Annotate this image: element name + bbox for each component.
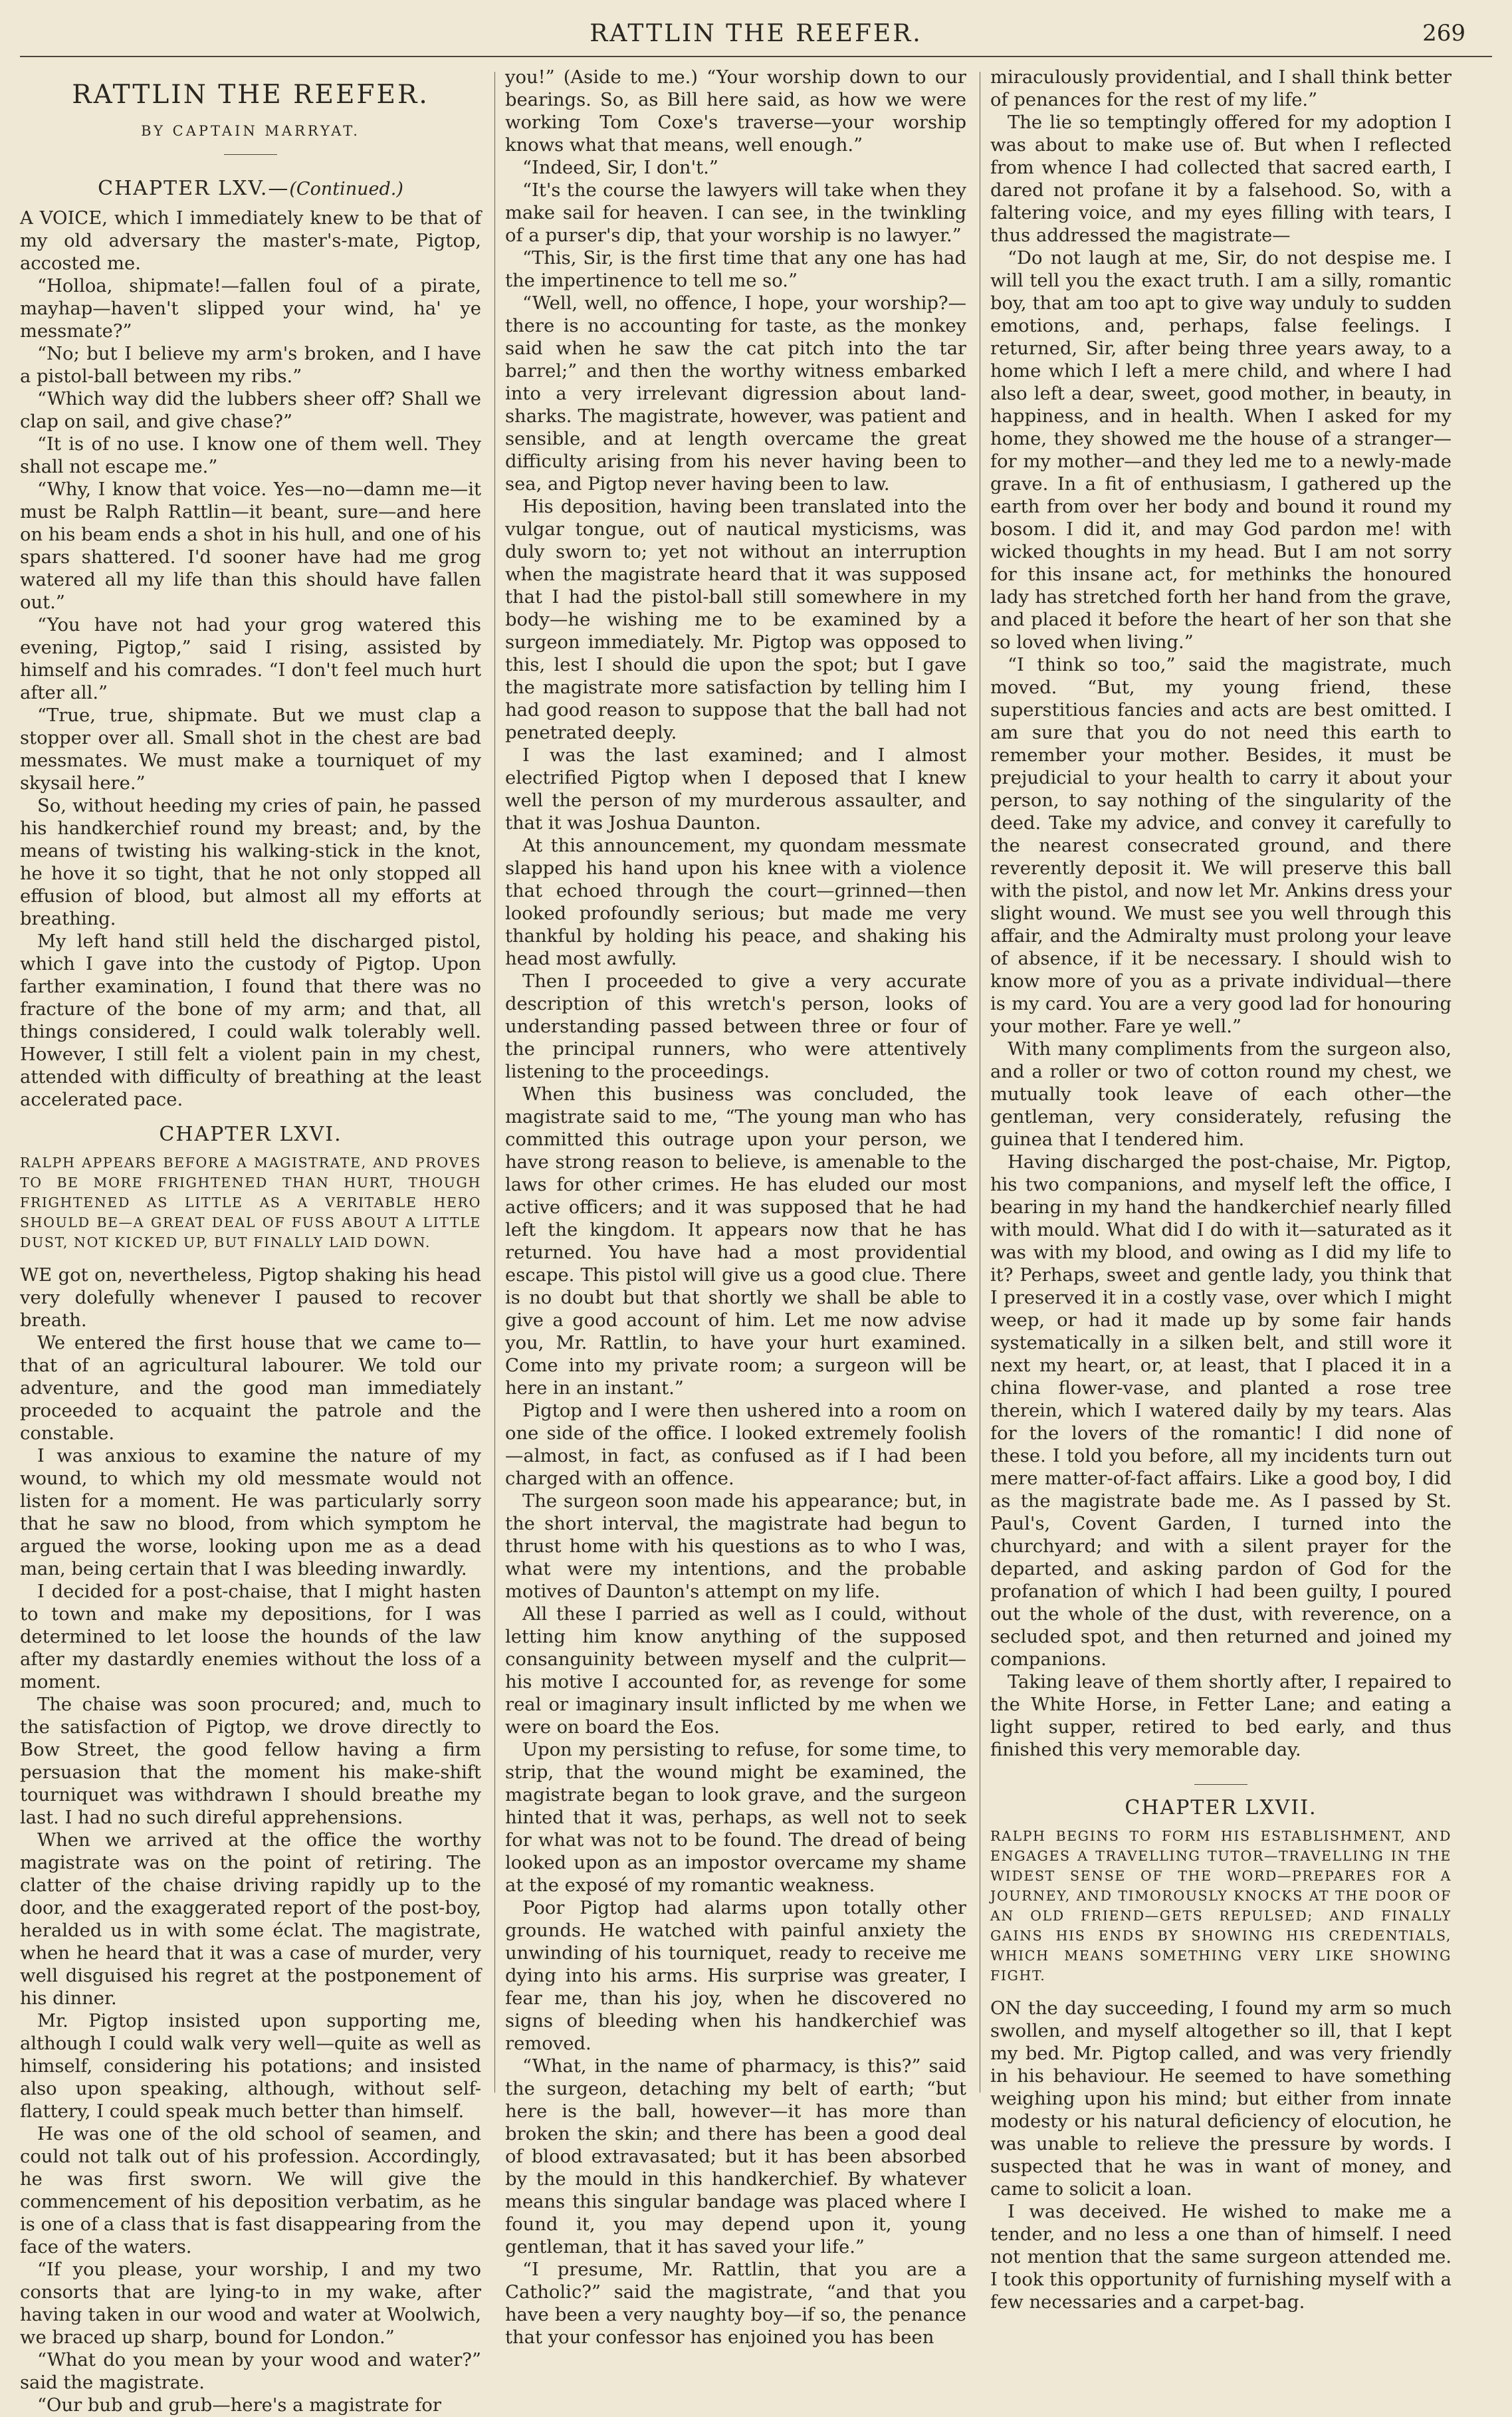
paragraph: At this announcement, my quondam messmate slapped his hand upon his knee with a violence that echoed through the court—grinned—then looked profoundly serious; but made me very thankful by holding his peace, and shaking his head most awfully. [505,836,966,969]
paragraph: My left hand still held the discharged pistol, which I gave into the custody of Pigtop. Upon farther examination, I found that there was no fracture of the bone of my arm; and that, all things considered, I could walk tolerably well. However, I still felt a violent pain in my chest, attended with difficulty of breathing at the least accelerated pace. [20,931,481,1110]
paragraph: I was anxious to examine the nature of my wound, to which my old messmate would not listen for a moment. He was particularly sorry that he saw no blood, from which symptom he argued the worse, looking upon me as a dead man, being certain that I was bleeding inwardly. [20,1446,481,1579]
page-header [20,20,1492,53]
paragraph: “Indeed, Sir, I don't.” [522,158,718,178]
paragraph: I decided for a post-chaise, that I might hasten to town and make my depositions, for I was determined to let loose the hounds of the law after my dastardly enemies without the loss of a moment. [20,1581,481,1692]
chapter-67-heading: CHAPTER LXVII. [1125,1796,1317,1819]
paragraph: Poor Pigtop had alarms upon totally other grounds. He watched with painful anxiety the unwinding of his tourniquet, ready to receive me dying into his arms. His surprise was greater, I fear me, than his joy, when he discovered no signs of bleeding when his handkerchief was removed. [505,1898,966,2054]
paragraph: you!” (Aside to me.) “Your worship down to our bearings. So, as Bill here said, as how we were working Tom Coxe's traverse—your worship knows what that means, well enough.” [505,67,966,156]
paragraph: “Why, I know that voice. Yes—no—damn me—it must be Ralph Rattlin—it beant, sure—and here on his beam ends a shot in his hull, and one of his spars shattered. I'd sooner have had me grog watered all my life than this should have fallen out.” [20,479,481,613]
paragraph: When this business was concluded, the magistrate said to me, “The young man who has committed this outrage upon your person, we have strong reason to believe, is amenable to the laws for other crimes. He has eluded our most active officers; and it was supposed that he had left the kingdom. It appears now that he has returned. You have had a most providential escape. This pistol will give us a good clue. There is no doubt but that shortly we shall be able to give a good account of him. Let me now advise you, Mr. Rattlin, to have your hurt examined. Come into my private room; a surgeon will be here in an instant.” [505,1084,966,1399]
paragraph: “I presume, Mr. Rattlin, that you are a Catholic?” said the magistrate, “and that you have been a very naughty boy—if so, the penance that your confessor has enjoined you has been [505,2259,966,2348]
paragraph: miraculously providential, and I shall think better of penances for the rest of my life.” [990,67,1452,110]
paragraph: “What do you mean by your wood and water?” said the magistrate. [20,2350,481,2393]
title-rule [224,154,277,155]
paragraph: Then I proceeded to give a very accurate description of this wretch's person, looks of understanding passed between three or four of the principal runners, who were attentively listening to the proceedings. [505,971,966,1082]
paragraph: The surgeon soon made his appearance; but, in the short interval, the magistrate had begun to thrust home with his questions as to who I was, what were my intentions, and the probable motives of Daunton's attempt on my life. [505,1491,966,1602]
paragraph: “True, true, shipmate. But we must clap a stopper over all. Small shot in the chest are bad messmates. We must make a tourniquet of my skysail here.” [20,705,481,794]
paragraph: “Holloa, shipmate!—fallen foul of a pirate, mayhap—haven't slipped your wind, ha' ye messmate?” [20,276,481,342]
chapter-65-number: CHAPTER LXV.— [98,177,290,200]
paragraph: “I think so too,” said the magistrate, much moved. “But, my young friend, these superstitious fancies and acts are best omitted. I am sure that you do not need this earth to remember your mother. Besides, it must be prejudicial to your health to carry it about your person, to say nothing of the singularity of the deed. Take my advice, and convey it carefully to the nearest consecrated ground, and there reverently deposit it. We will preserve this ball with the pistol, and now let Mr. Ankins dress your slight wound. We must see you well through this affair, and the Admiralty must prolong your leave of absence, if it be necessary. I should wish to know more of you as a private individual—there is my card. You are a very good lad for honouring your mother. Fare ye well.” [990,655,1452,1037]
column-divider [494,72,495,2093]
section-rule [1194,1784,1247,1785]
paragraph: “Well, well, no offence, I hope, your worship?—there is no accounting for taste, as the monkey said when he saw the cat pitch into the tar barrel;” and then the worthy witness embarked into a very irrelevant digression about land-sharks. The magistrate, however, was patient and sensible, and at length overcame the great difficulty arising from his never having been to sea, and Pigtop never having been to law. [505,293,966,495]
paragraph: The lie so temptingly offered for my adoption I was about to make use of. But when I reflected from whence I had collected that sacred earth, I dared not profane it by a falsehood. So, with a faltering voice, and my eyes filling with tears, I thus addressed the magistrate— [990,112,1452,246]
paragraph: We entered the first house that we came to—that of an agricultural labourer. We told our adventure, and the good man immediately proceeded to acquaint the patrole and the constable. [20,1333,481,1444]
column-2 [505,66,966,2348]
paragraph: “What, in the name of pharmacy, is this?” said the surgeon, detaching my belt of earth; “but here is the ball, however—it has more than broken the skin; and there has been a good deal of blood extravasated; but it has been absorbed by the mould in this handkerchief. By whatever means this singular bandage was placed where I found it, you may depend upon it, young gentleman, that it has saved your life.” [505,2056,966,2257]
paragraph: “Which way did the lubbers sheer off? Shall we clap on sail, and give chase?” [20,389,481,432]
paragraph: Having discharged the post-chaise, Mr. Pigtop, his two companions, and myself left the office, I bearing in my hand the handkerchief nearly filled with mould. What did I do with it—saturated as it was with my blood, and owing as I did my life to it? Perhaps, sweet and gentle lady, you think that I preserved it in a costly vase, over which I might weep, or had it made up by some fair hands systematically in a silken belt, and still wore it next my heart, or, at least, that I placed it in a china flower-vase, and planted a rose tree therein, which I watered daily by my tears. Alas for the lovers of the romantic! I did none of these. I told you before, all my incidents turn out mere matter-of-fact affairs. Like a good boy, I did as the magistrate bade me. As I passed by St. Paul's, Covent Garden, I turned into the churchyard; and with a silent prayer for the departed, and asking pardon of God for the profanation of which I had been guilty, I poured out the whole of the dust, with reverence, on a secluded spot, and then returned and joined my companions. [990,1152,1452,1670]
continued-label: (Continued.) [289,179,403,199]
paragraph: “No; but I believe my arm's broken, and I have a pistol-ball between my ribs.” [20,344,481,387]
header-rule [20,56,1492,57]
paragraph: “You have not had your grog watered this evening, Pigtop,” said I rising, assisted by himself and his comrades. “I don't feel much hurt after all.” [20,615,481,703]
paragraph: Upon my persisting to refuse, for some time, to strip, that the wound might be examined, the magistrate began to look grave, and the surgeon hinted that it was, perhaps, as well not to seek for what was not to be found. The dread of being looked upon as an impostor overcame my shame at the exposé of my romantic weakness. [505,1740,966,1896]
byline: BY CAPTAIN MARRYAT. [141,123,360,139]
column-1 [20,66,481,2416]
paragraph: I was deceived. He wished to make me a tender, and no less a one than of himself. I need not mention that the same surgeon attended me. I took this opportunity of furnishing myself with a few necessaries and a carpet-bag. [990,2202,1452,2313]
paragraph: Pigtop and I were then ushered into a room on one side of the office. I looked extremely foolish—almost, in fact, as confused as if I had been charged with an offence. [505,1401,966,1489]
paragraph: A VOICE, which I immediately knew to be that of my old adversary the master's-mate, Pigtop, accosted me. [20,208,481,274]
chapter-65-body [20,207,481,1111]
paragraph: So, without heeding my cries of pain, he passed his handkerchief round my breast; and, by the means of twisting his walking-stick in the knot, he hove it so tight, that he not only stopped all effusion of blood, but almost all my efforts at breathing. [20,796,481,929]
page-number: 269 [1422,20,1465,47]
paragraph: Mr. Pigtop insisted upon supporting me, although I could walk very well—quite as well as himself, considering his potations; and insisted also upon speaking, although, without self-flattery, I could speak much better than himself. [20,2011,481,2122]
paragraph: “This, Sir, is the first time that any one has had the impertinence to tell me so.” [505,248,966,291]
paragraph: WE got on, nevertheless, Pigtop shaking his head very dolefully whenever I paused to recover breath. [20,1265,481,1331]
paragraph: “It is of no use. I know one of them well. They shall not escape me.” [20,434,481,477]
paragraph: I was the last examined; and I almost electrified Pigtop when I deposed that I knew well the person of my murderous assaulter, and that it was Joshua Daunton. [505,745,966,834]
chapter-66-heading: CHAPTER LXVI. [159,1123,342,1146]
paragraph: The chaise was soon procured; and, much to the satisfaction of Pigtop, we drove directly to Bow Street, the good fellow having a firm persuasion that the moment his make-shift tourniquet was withdrawn I should breathe my last. I had no such direful apprehensions. [20,1694,481,1828]
paragraph: With many compliments from the surgeon also, and a roller or two of cotton round my chest, we mutually took leave of each other—the gentleman, very considerately, refusing the guinea that I tendered him. [990,1039,1452,1150]
paragraph: “Our bub and grub—here's a magistrate for [37,2395,441,2416]
paragraph: He was one of the old school of seamen, and could not talk out of his profession. Accordingly, he was first sworn. We will give the commencement of his deposition verbatim, as he is one of a class that is fast disappearing from the face of the waters. [20,2124,481,2257]
column-3 [990,66,1452,2313]
paragraph: “If you please, your worship, I and my two consorts that are lying-to in my wake, after having taken in our wood and water at Woolwich, we braced up sharp, bound for London.” [20,2259,481,2348]
paragraph: When we arrived at the office the worthy magistrate was on the point of retiring. The clatter of the chaise driving rapidly up to the door, and the exaggerated report of the post-boy, heralded us in with some éclat. The magistrate, when he heard that it was a case of murder, very well disguised his regret at the postponement of his dinner. [20,1830,481,2009]
paragraph: ON the day succeeding, I found my arm so much swollen, and myself altogether so ill, that I kept my bed. Mr. Pigtop called, and was very friendly in his behaviour. He seemed to have something weighing upon his mind; but either from innate modesty or his natural deficiency of elocution, he was unable to relieve the pressure by words. I suspected that he was in want of money, and came to solicit a loan. [990,1998,1452,2200]
story-title: RATTLIN THE REEFER. [72,80,429,110]
paragraph: Taking leave of them shortly after, I repaired to the White Horse, in Fetter Lane; and eating a light supper, retired to bed early, and thus finished this very memorable day. [990,1672,1452,1760]
paragraph: “It's the course the lawyers will take when they make sail for heaven. I can see, in the twinkling of a purser's dip, that your worship is no lawyer.” [505,180,966,246]
chapter-67-argument: RALPH BEGINS TO FORM HIS ESTABLISHMENT, AND ENGAGES A TRAVELLING TUTOR—TRAVELLING IN THE WIDEST SENSE OF THE WORD—PREPARES FOR A JOURNEY, AND TIMOROUSLY KNOCKS AT THE DOOR OF AN OLD FRIEND—GETS REPULSED; AND FINALLY GAINS HIS ENDS BY SHOWING HIS CREDENTIALS, WHICH MEANS SOMETHING VERY LIKE SHOWING FIGHT. [990,1828,1452,1984]
chapter-65-heading [20,177,481,201]
paragraph: All these I parried as well as I could, without letting him know anything of the supposed consanguinity between myself and the culprit—his motive I accounted for, as revenge for some real or imaginary insult inflicted by me when we were on board the Eos. [505,1604,966,1738]
paragraph: His deposition, having been translated into the vulgar tongue, out of nautical mysticisms, was duly sworn to; yet not without an interruption when the magistrate heard that it was supposed that I had the pistol-ball still somewhere in my body—he wishing me to be examined by a surgeon immediately. Mr. Pigtop was opposed to this, lest I should die upon the spot; but I gave the magistrate more satisfaction by telling him I had good reason to suppose that the ball had not penetrated deeply. [505,497,966,743]
chapter-66-body [20,1264,481,2417]
running-title: RATTLIN THE REEFER. [590,20,922,47]
paragraph: “Do not laugh at me, Sir, do not despise me. I will tell you the exact truth. I am a silly, romantic boy, that am too apt to give way unduly to sudden emotions, and, perhaps, false feelings. I returned, Sir, after being three years away, to a home which I left a mere child, and where I had also left a dear, sweet, good mother, in beauty, in happiness, and in health. When I asked for my home, they showed me the house of a stranger—for my mother—and they led me to a newly-made grave. In a fit of enthusiasm, I gathered up the earth from over her body and bound it round my bosom. I did it, and may God pardon me! with wicked thoughts in my head. But I am not sorry for this insane act, for methinks the honoured lady has stretched forth her hand from the grave, and placed it before the heart of her son that she so loved when living.” [990,248,1452,653]
chapter-66-argument: RALPH APPEARS BEFORE A MAGISTRATE, AND PROVES TO BE MORE FRIGHTENED THAN HURT, THOUGH FRIGHTENED AS LITTLE AS A VERITABLE HERO SHOULD BE—A GREAT DEAL OF FUSS ABOUT A LITTLE DUST, NOT KICKED UP, BUT FINALLY LAID DOWN. [20,1155,481,1250]
